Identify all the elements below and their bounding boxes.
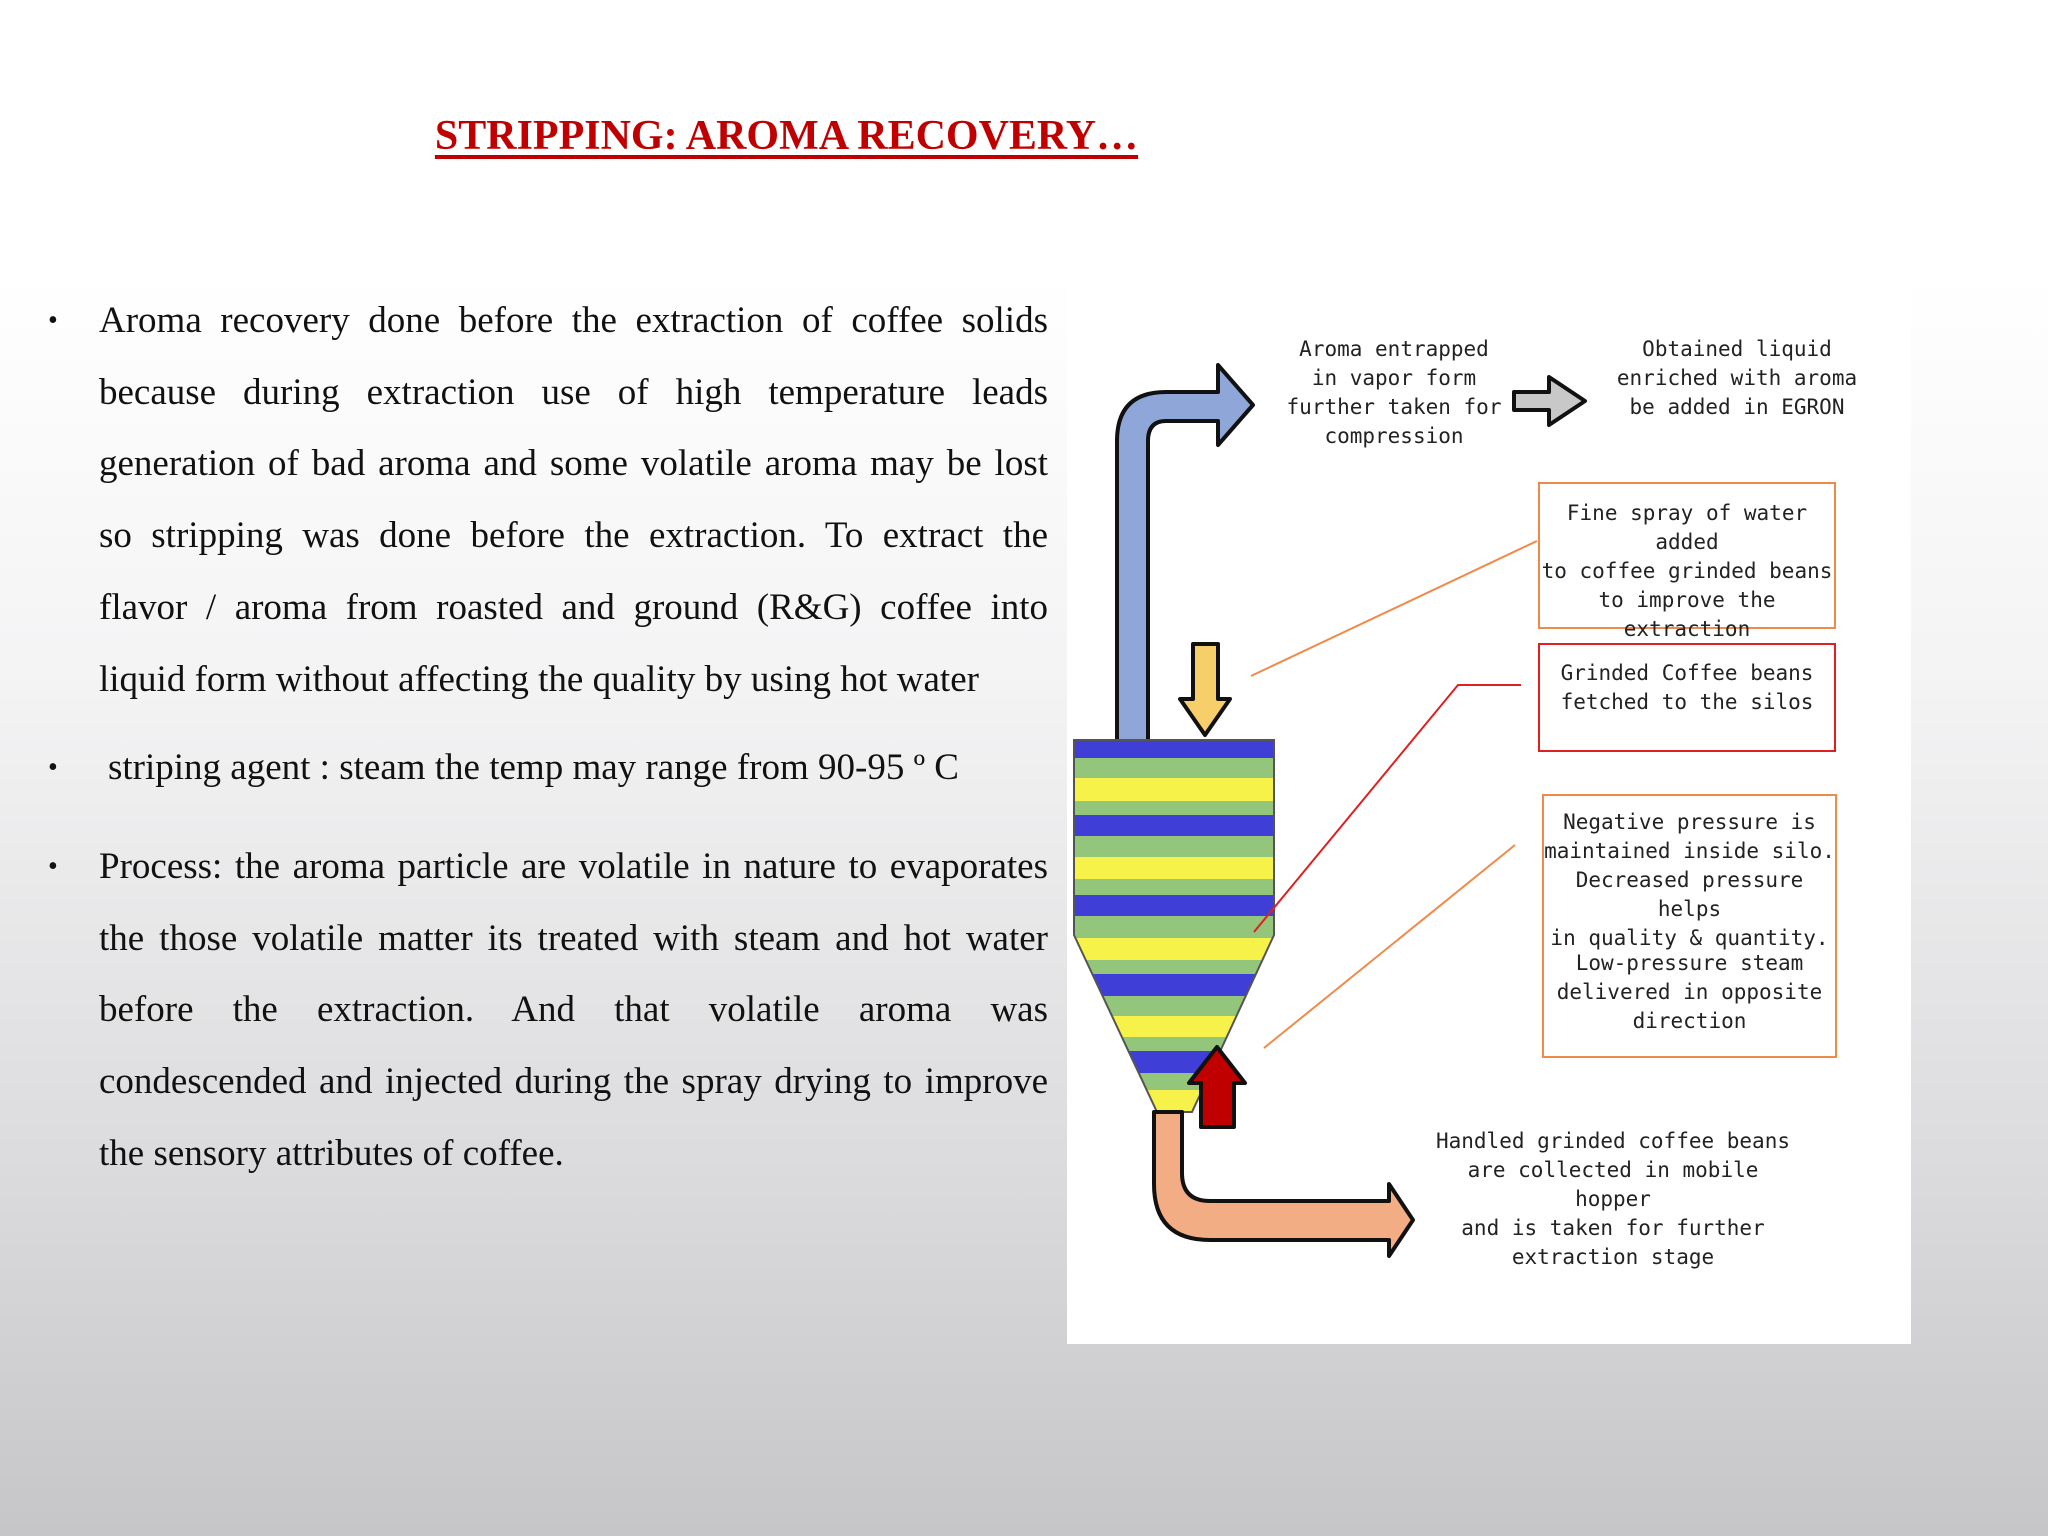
label-spray-box: Fine spray of water added to coffee grinded beans to improve the extraction [1538, 482, 1836, 629]
grey-arrow [1514, 377, 1585, 425]
aroma-recovery-diagram [1067, 263, 1911, 1344]
bullet-list [0, 285, 1048, 1189]
silo [1067, 740, 1287, 1112]
bullet-process: • Process: the aroma particle are volatile in nature to evaporates the those volatile matter its treated with steam and hot water before the extraction. And that volatile aroma was condescended and injected during the spray drying to improve the sensory attributes of coffee. [0, 831, 1048, 1190]
water-arrow [1180, 644, 1230, 735]
label-liquid: Obtained liquid enriched with aroma be added in EGRON [1616, 337, 1858, 419]
output-arrow [1154, 1112, 1413, 1256]
pressure-steam-box [1542, 794, 1837, 1058]
label-steam: Low-pressure steam delivered in opposite direction [1556, 951, 1823, 1033]
label-hopper: Handled grinded coffee beans are collected in mobile hopper and is taken for further extraction stage [1435, 1129, 1790, 1269]
label-pressure: Negative pressure is maintained inside silo. Decreased pressure helps in quality & quantity. [1544, 810, 1835, 950]
beans-leader-line [1254, 685, 1521, 932]
bullet-stripping-agent: • striping agent : steam the temp may range from 90-95 º C [0, 732, 1048, 804]
bullet-aroma-recovery: • Aroma recovery done before the extraction of coffee solids because during extraction use of high temperature leads generation of bad aroma and some volatile aroma may be lost so stripping was done before the extraction. To extract the flavor / aroma from roasted and ground (R&G) coffee into liquid form without affecting the quality by using hot water [0, 285, 1048, 715]
spray-leader-line [1251, 541, 1537, 676]
slide-title: STRIPPING: AROMA RECOVERY… [434, 113, 1139, 159]
vapor-arrow [1117, 365, 1253, 744]
label-vapor: Aroma entrapped in vapor form further taken for compression [1286, 337, 1502, 448]
label-beans-box: Grinded Coffee beans fetched to the silos [1538, 643, 1836, 752]
